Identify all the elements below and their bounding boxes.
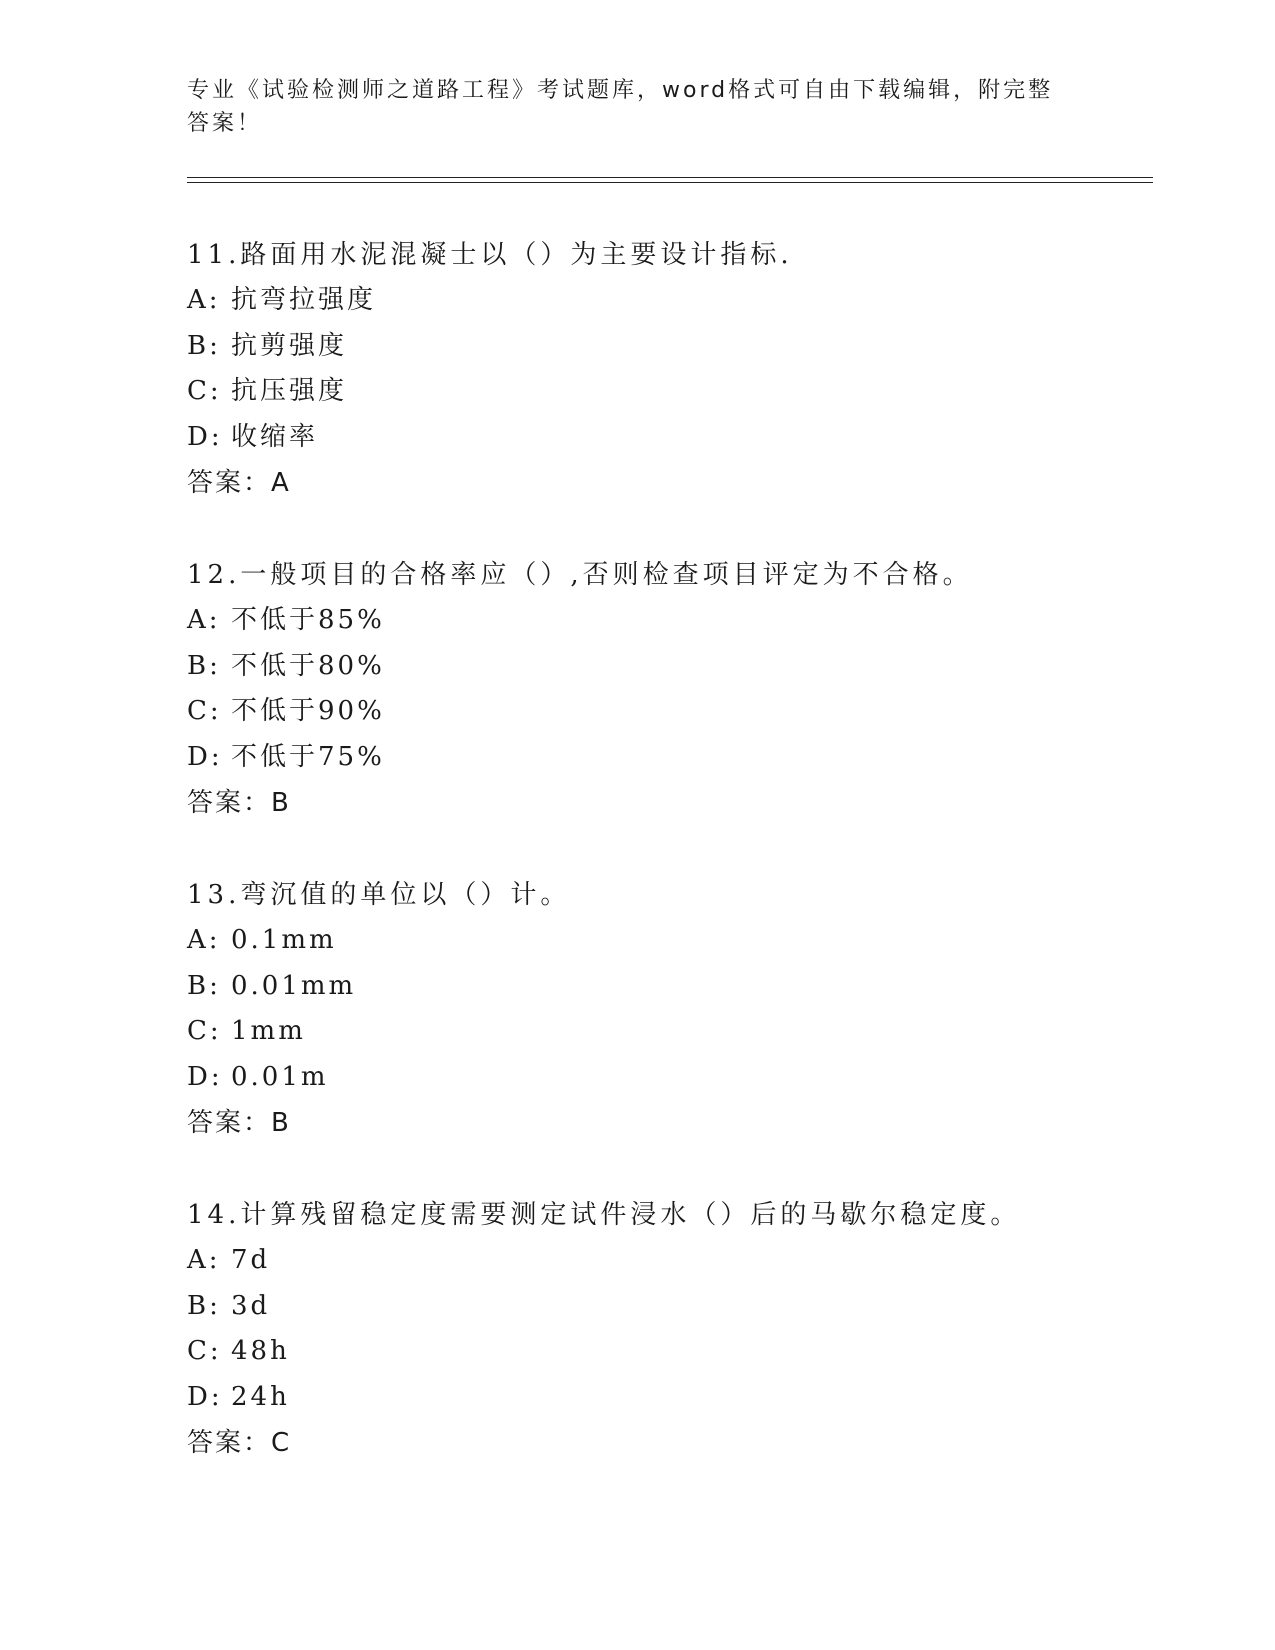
header-text: 专业《试验检测师之道路工程》考试题库，word格式可自由下载编辑，附完整答案！ — [187, 78, 1054, 136]
option-text: 不低于90% — [231, 696, 385, 726]
option-b — [187, 324, 1147, 370]
answer: 答案：B — [187, 1108, 291, 1138]
option-label: A: — [187, 285, 221, 315]
question-stem: 13.弯沉值的单位以（）计。 — [187, 880, 571, 910]
option-label: A: — [187, 1245, 221, 1275]
question-stem: 14.计算残留稳定度需要测定试件浸水（）后的马歇尔稳定度。 — [187, 1200, 1021, 1230]
question-stem: 12.一般项目的合格率应（）,否则检查项目评定为不合格。 — [187, 560, 973, 590]
option-d — [187, 1055, 1147, 1101]
option-text: 24h — [231, 1381, 290, 1412]
option-text: 抗压强度 — [231, 376, 348, 406]
option-label: B: — [187, 330, 221, 361]
option-b — [187, 1284, 1147, 1330]
option-text: 3d — [231, 1290, 271, 1321]
option-b — [187, 644, 1147, 690]
answer: 答案：A — [187, 468, 291, 498]
option-label: A: — [187, 605, 221, 635]
option-label: D: — [187, 1061, 223, 1092]
option-text: 收缩率 — [231, 421, 319, 452]
option-label: D: — [187, 741, 223, 772]
document-header — [187, 74, 1067, 140]
option-text: 7d — [231, 1245, 271, 1275]
question-14 — [187, 1192, 1147, 1466]
option-d — [187, 735, 1147, 781]
option-text: 不低于80% — [231, 650, 385, 681]
option-label: D: — [187, 421, 223, 452]
option-d — [187, 1375, 1147, 1421]
option-label: C: — [187, 376, 222, 406]
option-a — [187, 1238, 1147, 1284]
question-12 — [187, 552, 1147, 826]
option-a — [187, 278, 1147, 324]
option-text: 抗弯拉强度 — [231, 285, 377, 315]
option-c — [187, 689, 1147, 735]
question-13 — [187, 872, 1147, 1146]
answer: 答案：B — [187, 788, 291, 818]
header-divider-top — [187, 177, 1153, 178]
header-divider-bottom — [187, 182, 1153, 183]
option-label: C: — [187, 1336, 222, 1366]
question-11 — [187, 232, 1147, 506]
option-label: C: — [187, 1016, 222, 1046]
option-text: 不低于75% — [231, 741, 385, 772]
option-text: 1mm — [231, 1016, 306, 1046]
option-label: B: — [187, 650, 221, 681]
option-a — [187, 918, 1147, 964]
option-label: B: — [187, 970, 221, 1001]
answer: 答案：C — [187, 1428, 292, 1458]
option-text: 不低于85% — [231, 605, 385, 635]
option-c — [187, 369, 1147, 415]
option-label: B: — [187, 1290, 221, 1321]
option-text: 0.01mm — [231, 970, 357, 1001]
option-label: A: — [187, 925, 221, 955]
option-c — [187, 1009, 1147, 1055]
option-text: 0.1mm — [231, 925, 337, 955]
option-a — [187, 598, 1147, 644]
question-stem: 11.路面用水泥混凝士以（）为主要设计指标. — [187, 240, 793, 270]
option-c — [187, 1329, 1147, 1375]
option-label: D: — [187, 1381, 223, 1412]
option-text: 0.01m — [231, 1061, 329, 1092]
option-text: 48h — [231, 1336, 290, 1366]
option-label: C: — [187, 696, 222, 726]
option-b — [187, 964, 1147, 1010]
option-d — [187, 415, 1147, 461]
option-text: 抗剪强度 — [231, 330, 348, 361]
